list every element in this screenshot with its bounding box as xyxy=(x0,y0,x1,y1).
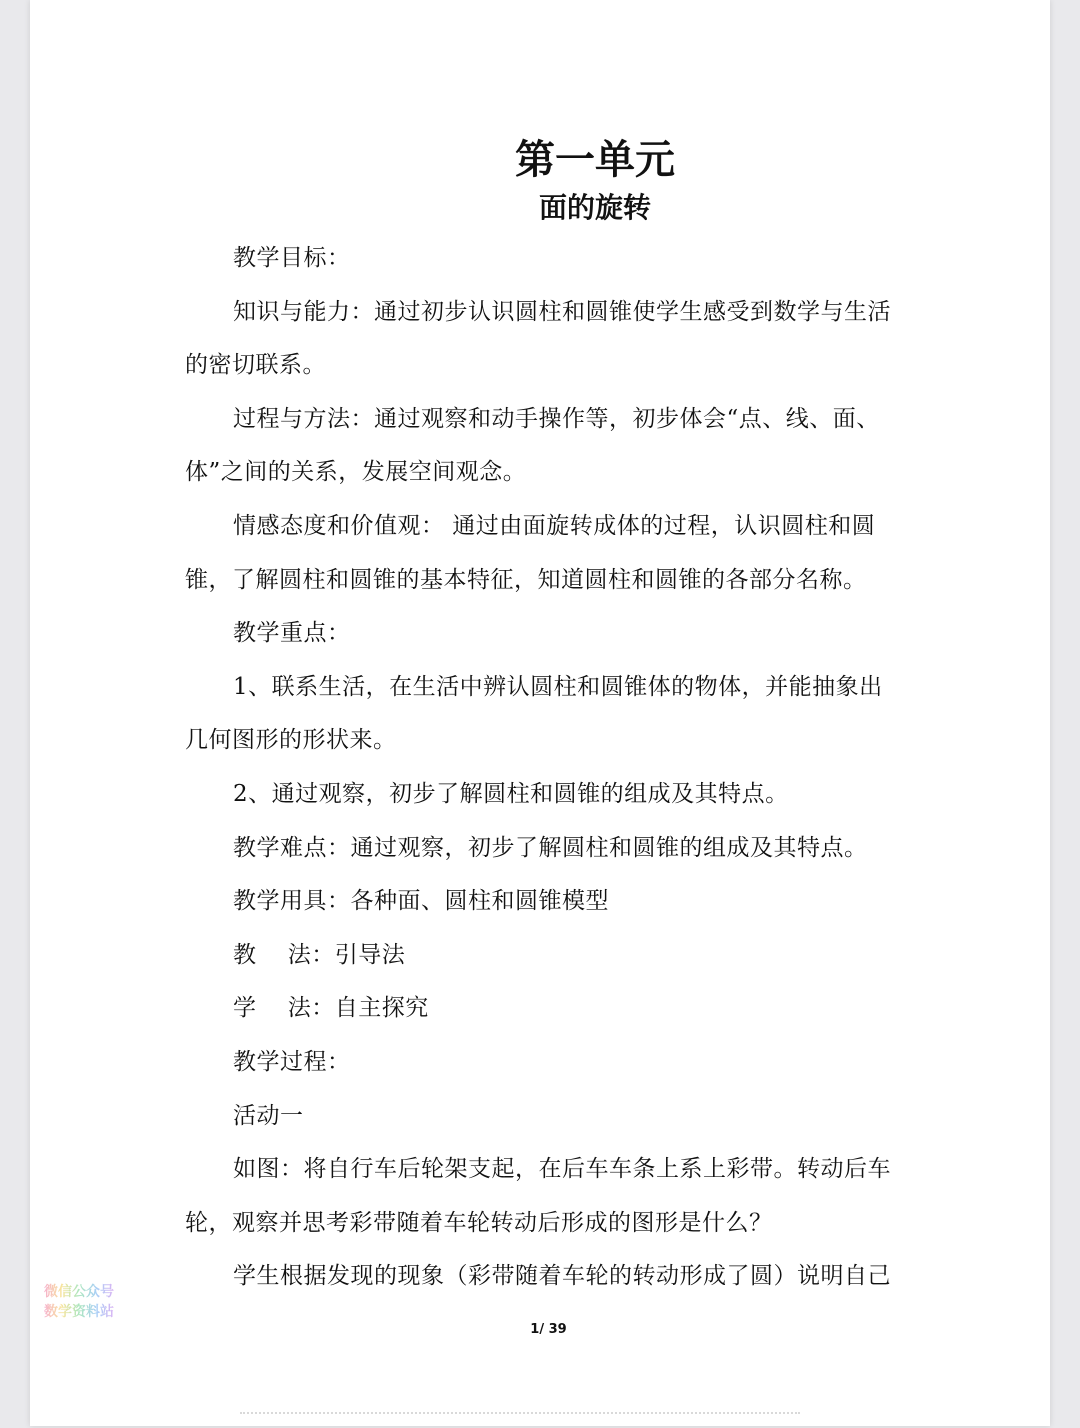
paragraph: 学 法：自主探究 xyxy=(233,995,429,1022)
paragraph: 过程与方法：通过观察和动手操作等，初步体会“点、线、面、体”之间的关系，发展空间观念。 xyxy=(185,405,880,486)
paragraph: 1、联系生活，在生活中辨认圆柱和圆锥体的物体，并能抽象出几何图形的形状来。 xyxy=(185,673,883,754)
document-title: 第一单元 xyxy=(515,137,675,183)
document-page xyxy=(30,0,1050,1426)
paragraph: 教学用具：各种面、圆柱和圆锥模型 xyxy=(233,888,609,915)
paragraph: 教学重点： xyxy=(233,620,351,647)
paragraph: 2、通过观察，初步了解圆柱和圆锥的组成及其特点。 xyxy=(233,780,789,807)
watermark-line: 微信公众号 xyxy=(44,1284,114,1300)
paragraph: 教学过程： xyxy=(233,1048,351,1075)
paragraph: 活动一 xyxy=(233,1102,304,1129)
paragraph: 知识与能力：通过初步认识圆柱和圆锥使学生感受到数学与生活的密切联系。 xyxy=(185,298,891,379)
watermark xyxy=(44,1282,114,1322)
paragraph: 教学目标： xyxy=(233,245,351,271)
page-indicator: 1/ 39 xyxy=(530,1322,567,1337)
paragraph: 情感态度和价值观： 通过由面旋转成体的过程，认识圆柱和圆锥，了解圆柱和圆锥的基本特征，知道圆柱和圆锥的各部分名称。 xyxy=(185,512,876,593)
watermark-line: 数学资料站 xyxy=(44,1304,114,1320)
paragraph: 教 法：引导法 xyxy=(233,941,406,968)
document-subtitle: 面的旋转 xyxy=(538,191,651,224)
paragraph: 如图：将自行车后轮架支起，在后车车条上系上彩带。转动后车轮，观察并思考彩带随着车轮转动后形成的图形是什么？ xyxy=(185,1156,891,1236)
paragraph: 学生根据发现的现象（彩带随着车轮的转动形成了圆）说明自己 xyxy=(233,1263,891,1290)
paragraph: 教学难点：通过观察，初步了解圆柱和圆锥的组成及其特点。 xyxy=(233,834,868,861)
document-body xyxy=(185,232,895,1304)
